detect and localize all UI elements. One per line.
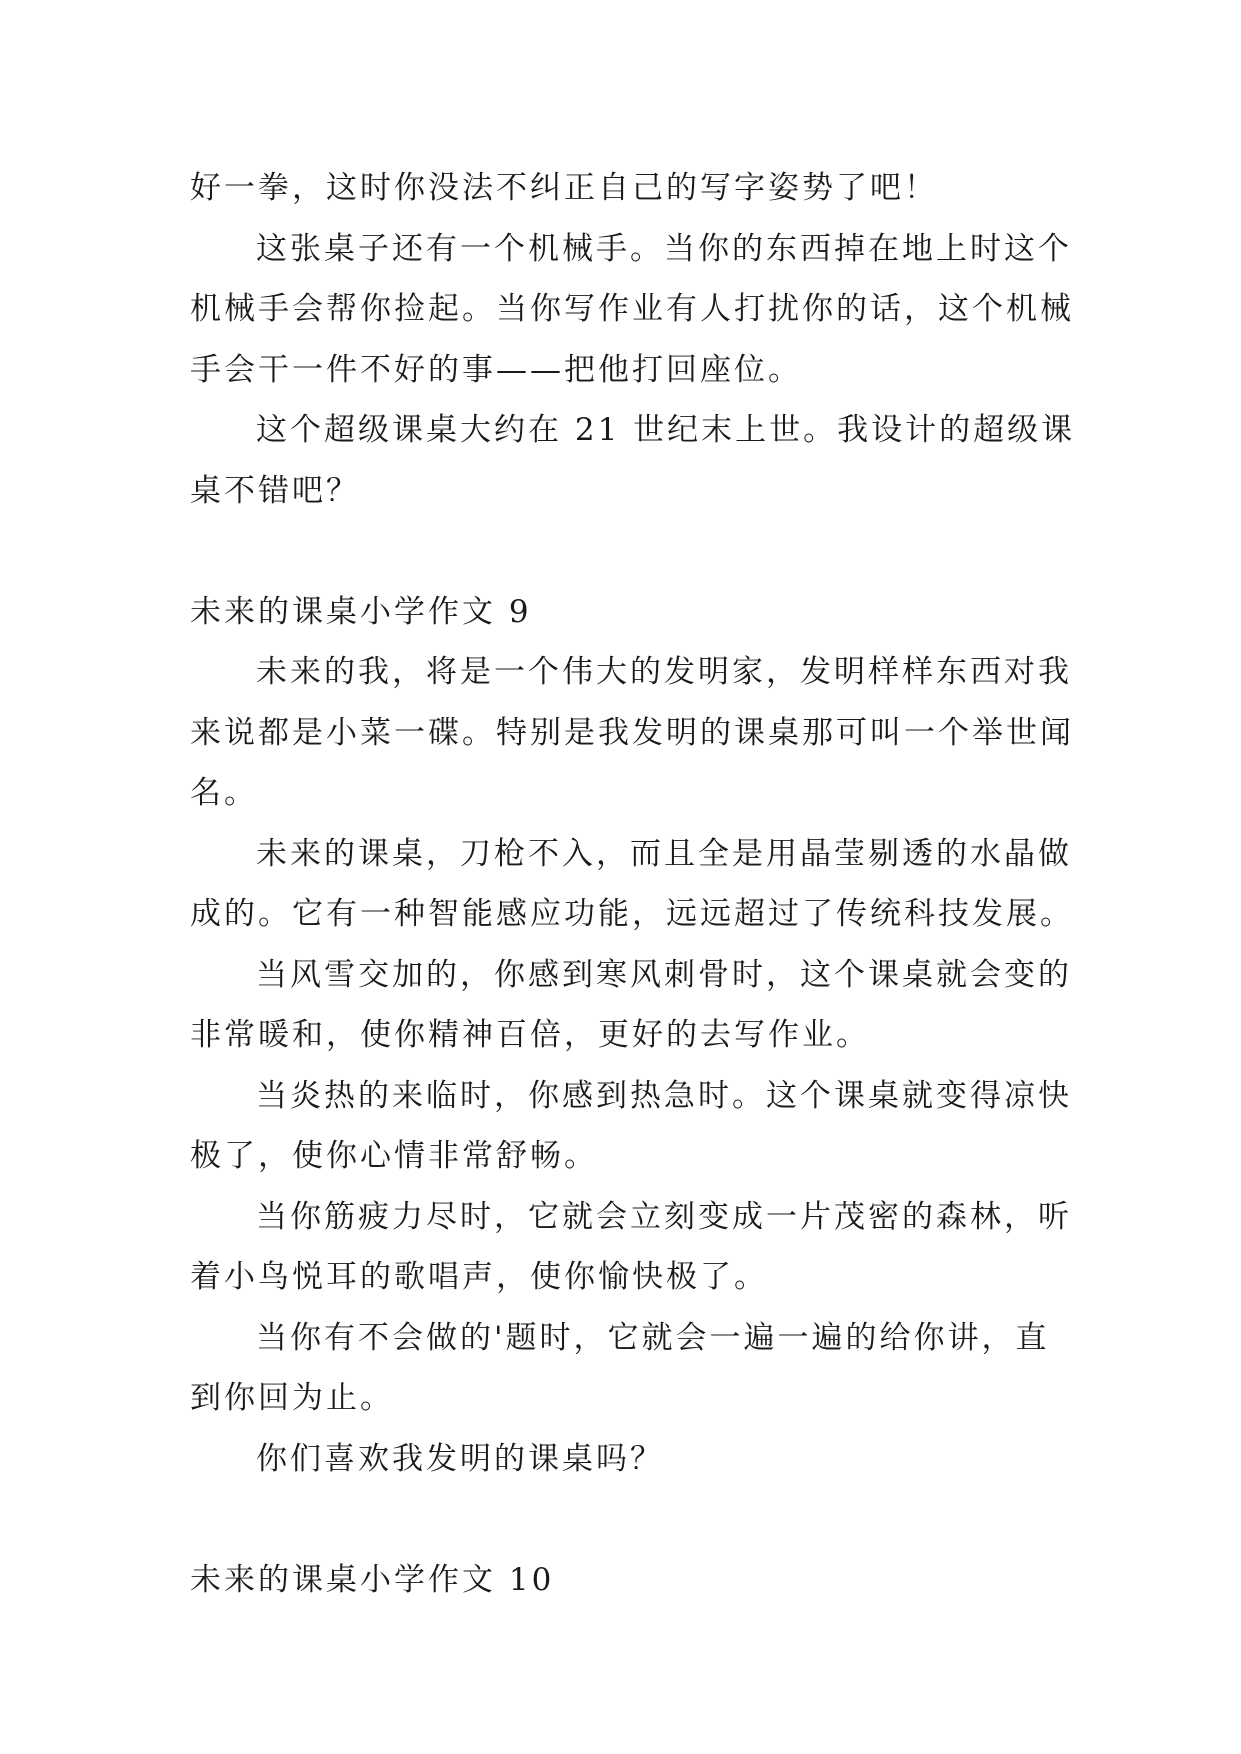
paragraph-line: 机械手会帮你捡起。当你写作业有人打扰你的话，这个机械 <box>190 291 1074 327</box>
section-gap <box>190 1489 1070 1550</box>
paragraph-line: 你们喜欢我发明的课桌吗？ <box>256 1440 664 1477</box>
paragraph-line: 极了，使你心情非常舒畅。 <box>190 1138 598 1174</box>
paragraph-line: 到你回为止。 <box>190 1380 394 1416</box>
paragraph-line: 手会干一件不好的事——把他打回座位。 <box>190 351 802 388</box>
paragraph-line: 着小鸟悦耳的歌唱声，使你愉快极了。 <box>190 1259 768 1295</box>
paragraph-line: 非常暖和，使你精神百倍，更好的去写作业。 <box>190 1017 870 1053</box>
paragraph-line: 当你筋疲力尽时，它就会立刻变成一片茂密的森林，听 <box>256 1198 1072 1235</box>
section-gap <box>190 521 1070 582</box>
paragraph-line: 桌不错吧？ <box>190 472 360 509</box>
paragraph-line: 来说都是小菜一碟。特别是我发明的课桌那可叫一个举世闻 <box>190 714 1074 751</box>
paragraph-line: 成的。它有一种智能感应功能，远远超过了传统科技发展。 <box>190 896 1074 932</box>
paragraph-line: 当你有不会做的'题时，它就会一遍一遍的给你讲，直 <box>256 1319 1050 1356</box>
paragraph-line: 这张桌子还有一个机械手。当你的东西掉在地上时这个 <box>256 230 1072 267</box>
paragraph-line: 当风雪交加的，你感到寒风刺骨时，这个课桌就会变的 <box>256 956 1072 993</box>
paragraph-line: 未来的我，将是一个伟大的发明家，发明样样东西对我 <box>256 654 1072 690</box>
document-page <box>190 158 1076 1610</box>
essay-heading: 未来的课桌小学作文 10 <box>190 1561 555 1598</box>
essay-heading: 未来的课桌小学作文 9 <box>190 593 532 630</box>
paragraph-line: 当炎热的来临时，你感到热急时。这个课桌就变得凉快 <box>256 1077 1072 1114</box>
paragraph-line: 未来的课桌，刀枪不入，而且全是用晶莹剔透的水晶做 <box>256 835 1072 872</box>
paragraph-line: 这个超级课桌大约在 21 世纪末上世。我设计的超级课 <box>256 412 1076 448</box>
paragraph-line: 名。 <box>190 775 258 811</box>
paragraph-line: 好一拳，这时你没法不纠正自己的写字姿势了吧！ <box>190 170 938 206</box>
